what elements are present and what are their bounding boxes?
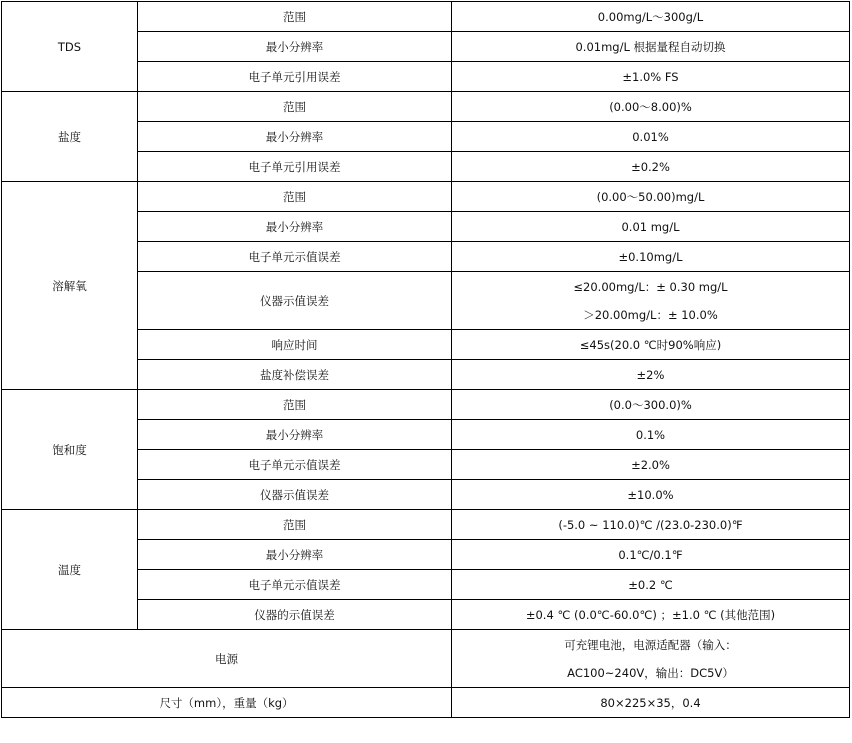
table-row	[2, 688, 850, 718]
item-label: 电子单元引用误差	[138, 62, 452, 92]
item-label: 电子单元引用误差	[138, 152, 452, 182]
item-label: 仪器的示值误差	[138, 600, 452, 630]
item-value: 0.00mg/L～300g/L	[452, 2, 850, 32]
table-row	[2, 92, 850, 122]
item-value: 0.01 mg/L	[452, 212, 850, 242]
item-label: 仪器示值误差	[138, 272, 452, 330]
item-label: 最小分辨率	[138, 32, 452, 62]
table-row	[2, 2, 850, 32]
table-row	[2, 390, 850, 420]
power-label: 电源	[2, 630, 452, 688]
item-value: ±0.4 ℃ (0.0℃-60.0℃) ；±1.0 ℃ (其他范围)	[452, 600, 850, 630]
specification-table	[1, 1, 850, 718]
item-value: ±2%	[452, 360, 850, 390]
item-label: 盐度补偿误差	[138, 360, 452, 390]
item-value: 0.1℃/0.1℉	[452, 540, 850, 570]
item-value: ±2.0%	[452, 450, 850, 480]
table-row	[2, 510, 850, 540]
value-line: 可充锂电池，电源适配器（输入：	[564, 637, 737, 652]
item-label: 电子单元示值误差	[138, 242, 452, 272]
item-value-multiline	[452, 272, 850, 330]
item-label: 最小分辨率	[138, 420, 452, 450]
item-value: 0.01%	[452, 122, 850, 152]
item-value: ±10.0%	[452, 480, 850, 510]
group-label-tds: TDS	[2, 2, 138, 92]
item-value: ≤45s(20.0 ℃时90%响应)	[452, 330, 850, 360]
table-row	[2, 182, 850, 212]
item-value: (-5.0 ~ 110.0)℃ /(23.0-230.0)℉	[452, 510, 850, 540]
item-label: 范围	[138, 182, 452, 212]
item-label: 最小分辨率	[138, 122, 452, 152]
group-label-saturation: 饱和度	[2, 390, 138, 510]
item-label: 最小分辨率	[138, 540, 452, 570]
item-value: (0.0～300.0)%	[452, 390, 850, 420]
table-row	[2, 630, 850, 688]
size-weight-label: 尺寸（mm），重量（kg）	[2, 688, 452, 718]
power-value	[452, 630, 850, 688]
item-value: (0.00～8.00)%	[452, 92, 850, 122]
item-value: 0.1%	[452, 420, 850, 450]
item-label: 最小分辨率	[138, 212, 452, 242]
value-line: ＞20.00mg/L：± 10.0%	[583, 307, 718, 322]
item-label: 电子单元示值误差	[138, 450, 452, 480]
group-label-salinity: 盐度	[2, 92, 138, 182]
item-value: (0.00～50.00)mg/L	[452, 182, 850, 212]
item-value: 0.01mg/L 根据量程自动切换	[452, 32, 850, 62]
group-label-dissolved-oxygen: 溶解氧	[2, 182, 138, 390]
value-line: ≤20.00mg/L：± 0.30 mg/L	[573, 279, 728, 294]
item-label: 范围	[138, 92, 452, 122]
item-label: 范围	[138, 2, 452, 32]
size-weight-value: 80×225×35，0.4	[452, 688, 850, 718]
item-value: ±1.0% FS	[452, 62, 850, 92]
value-line: AC100~240V，输出：DC5V）	[567, 665, 734, 680]
group-label-temperature: 温度	[2, 510, 138, 630]
item-value: ±0.2 ℃	[452, 570, 850, 600]
item-value: ±0.10mg/L	[452, 242, 850, 272]
item-label: 范围	[138, 510, 452, 540]
item-label: 电子单元示值误差	[138, 570, 452, 600]
item-value: ±0.2%	[452, 152, 850, 182]
item-label: 仪器示值误差	[138, 480, 452, 510]
item-label: 范围	[138, 390, 452, 420]
item-label: 响应时间	[138, 330, 452, 360]
